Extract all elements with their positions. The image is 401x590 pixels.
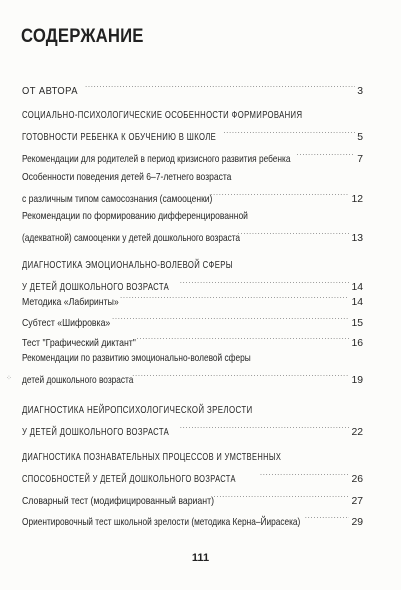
toc-entry-emotional-volitional (22, 258, 363, 293)
toc-entry-text: ДИАГНОСТИКА ПОЗНАВАТЕЛЬНЫХ ПРОЦЕССОВ И УМСТВЕННЫХ (22, 452, 282, 463)
dot-leader (305, 509, 350, 525)
toc-entry-vocabulary-test (22, 488, 363, 507)
toc-entry-text: СПОСОБНОСТЕЙ У ДЕТЕЙ ДОШКОЛЬНОГО ВОЗРАСТА (22, 474, 236, 485)
toc-page-number: 19 (351, 375, 363, 386)
dot-leader (180, 419, 350, 435)
toc-page-number: 5 (357, 132, 363, 143)
toc-entry-line (22, 450, 363, 466)
toc-entry-text: Рекомендации для родителей в период кризисного развития ребенка (22, 154, 291, 165)
toc-entry-line (22, 466, 363, 485)
toc-page-number: 3 (357, 86, 363, 97)
dot-leader (112, 310, 349, 326)
toc-page-number: 22 (351, 427, 363, 438)
dot-leader (260, 466, 349, 482)
dot-leader (297, 146, 356, 162)
toc-entry-text: У ДЕТЕЙ ДОШКОЛЬНОГО ВОЗРАСТА (22, 427, 170, 438)
toc-entry-line (22, 330, 363, 349)
toc-entry-line (22, 78, 363, 97)
paper-speck: ⁘ (6, 375, 12, 382)
toc-page-number: 26 (351, 474, 363, 485)
toc-entry-line (22, 186, 363, 205)
toc-page-number: 12 (351, 194, 363, 205)
toc-page-number: 27 (351, 496, 363, 507)
toc-entry-line (22, 351, 363, 367)
toc-entry-behavior-features (22, 170, 363, 205)
toc-page-number: 29 (351, 517, 363, 528)
toc-entry-line (22, 209, 363, 225)
toc-entry-line (22, 274, 363, 293)
toc-entry-text: с различным типом самосознания (самооценки) (22, 194, 213, 205)
dot-leader (214, 488, 350, 504)
toc-entry-from-author (22, 78, 363, 97)
dot-leader (85, 78, 355, 94)
toc-entry-text: Особенности поведения детей 6–7-летнего возраста (22, 172, 232, 183)
toc-entry-text: ДИАГНОСТИКА НЕЙРОПСИХОЛОГИЧЕСКОЙ ЗРЕЛОСТИ (22, 405, 253, 416)
toc-entry-line (22, 488, 363, 507)
toc-page-number: 7 (357, 154, 363, 165)
toc-entry-line (22, 258, 363, 274)
dot-leader (223, 124, 355, 140)
toc-entry-text: СОЦИАЛЬНО-ПСИХОЛОГИЧЕСКИЕ ОСОБЕННОСТИ ФОРМИРОВАНИЯ (22, 110, 303, 121)
dot-leader (132, 367, 349, 383)
page-number: 111 (191, 552, 210, 564)
toc-entry-labyrinths (22, 289, 363, 308)
toc-entry-text: Тест "Графический диктант" (22, 338, 136, 349)
dot-leader (210, 186, 349, 202)
toc-entry-text: (адекватной) самооценки у детей дошкольного возраста (22, 233, 241, 244)
toc-entry-text: Рекомендации по развитию эмоционально-волевой сферы (22, 353, 251, 364)
toc-entry-social-psych (22, 108, 363, 143)
toc-page-number: 14 (351, 282, 363, 293)
toc-entry-line (22, 509, 363, 528)
dot-leader (238, 225, 350, 241)
toc-entry-encryption-subtest (22, 310, 363, 329)
toc-entry-graphic-dictation (22, 330, 363, 349)
toc-page-number: 14 (351, 297, 363, 308)
toc-entry-line (22, 367, 363, 386)
toc-entry-self-esteem-recommendations (22, 209, 363, 244)
toc-entry-line (22, 124, 363, 143)
page-title: СОДЕРЖАНИЕ (21, 26, 144, 47)
dot-leader (137, 330, 350, 346)
toc-entry-text: Субтест «Шифровка» (22, 318, 111, 329)
toc-entry-text: Ориентировочный тест школьной зрелости (методика Керна–Йирасека) (22, 517, 301, 528)
toc-entry-line (22, 170, 363, 186)
toc-entry-line (22, 289, 363, 308)
toc-entry-line (22, 108, 363, 124)
toc-entry-text: ГОТОВНОСТИ РЕБЕНКА К ОБУЧЕНИЮ В ШКОЛЕ (22, 132, 217, 143)
toc-entry-line (22, 403, 363, 419)
toc-entry-line (22, 419, 363, 438)
toc-entry-line (22, 146, 363, 165)
toc-entry-text: ДИАГНОСТИКА ЭМОЦИОНАЛЬНО-ВОЛЕВОЙ СФЕРЫ (22, 260, 233, 271)
toc-entry-cognitive-processes (22, 450, 363, 485)
toc-entry-neuropsychological (22, 403, 363, 438)
toc-page-number: 13 (351, 233, 363, 244)
toc-page-number: 15 (351, 318, 363, 329)
toc-entry-text: Рекомендации по формированию дифференцированной (22, 211, 248, 222)
dot-leader (180, 274, 350, 290)
toc-entry-emotional-recommendations (22, 351, 363, 386)
toc-entry-kern-jirasek-test (22, 509, 363, 528)
toc-entry-text: У ДЕТЕЙ ДОШКОЛЬНОГО ВОЗРАСТА (22, 282, 170, 293)
toc-entry-parents-recommendations (22, 146, 363, 165)
toc-entry-text: Методика «Лабиринты» (22, 297, 119, 308)
toc-entry-text: детей дошкольного возраста (22, 375, 134, 386)
dot-leader (120, 289, 349, 305)
toc-entry-text: ОТ АВТОРА (22, 86, 78, 97)
toc-entry-line (22, 225, 363, 244)
toc-page-number: 16 (351, 338, 363, 349)
toc-entry-line (22, 310, 363, 329)
toc-entry-text: Словарный тест (модифицированный вариант) (22, 496, 215, 507)
